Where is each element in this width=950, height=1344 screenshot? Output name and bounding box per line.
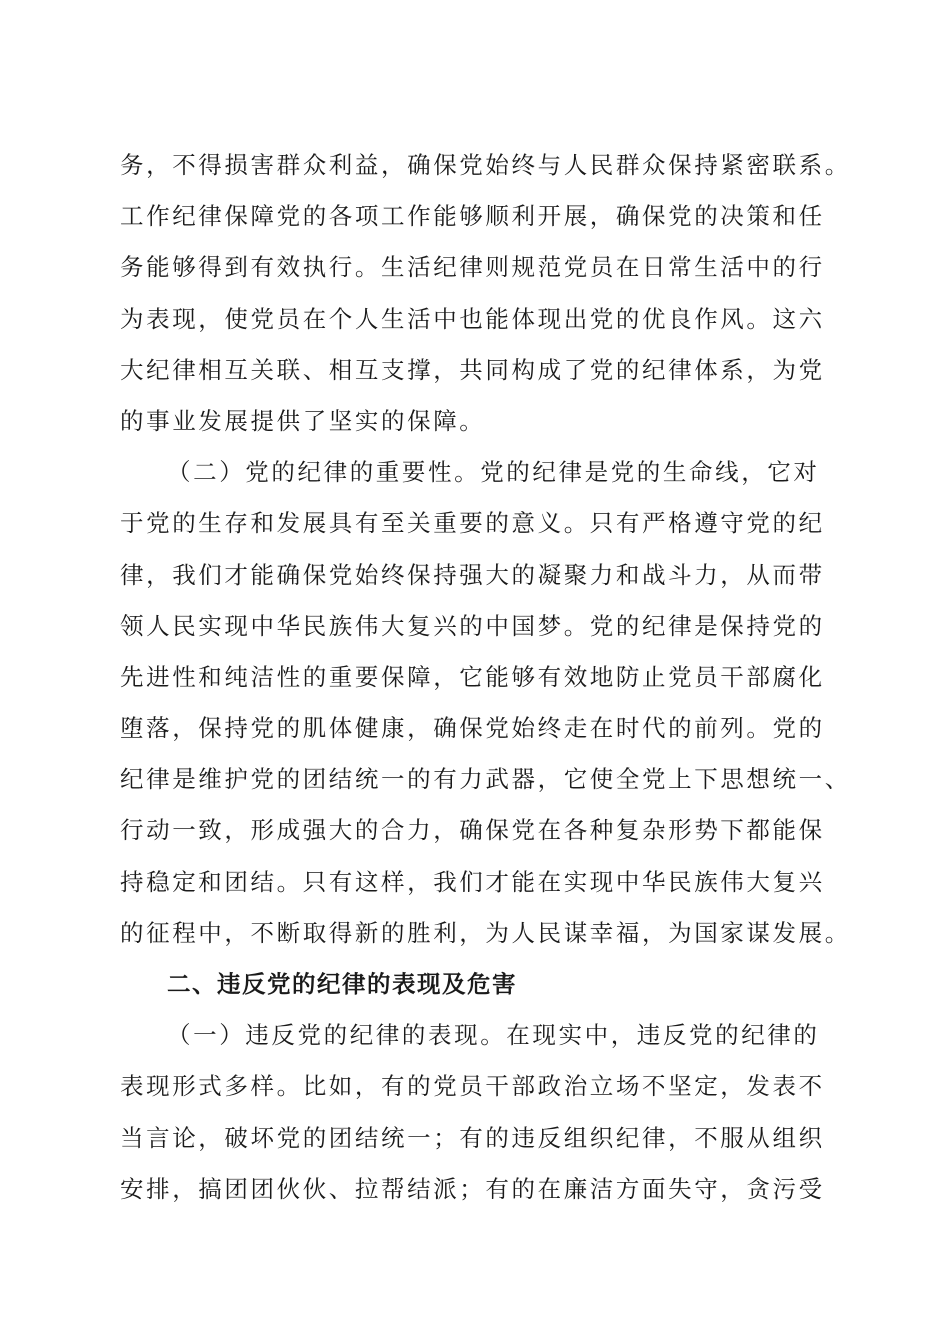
paragraph-line: 持稳定和团结。只有这样，我们才能在实现中华民族伟大复兴 [120, 867, 825, 896]
section-heading: 二、违反党的纪律的表现及危害 [167, 970, 517, 998]
paragraph-line: 堕落，保持党的肌体健康，确保党始终走在时代的前列。党的 [120, 714, 825, 743]
paragraph-line: （二）党的纪律的重要性。党的纪律是党的生命线，它对 [167, 458, 820, 487]
paragraph-line: 大纪律相互关联、相互支撑，共同构成了党的纪律体系，为党 [120, 355, 825, 384]
paragraph-line: 表现形式多样。比如，有的党员干部政治立场不坚定，发表不 [120, 1072, 825, 1101]
paragraph-line: 行动一致，形成强大的合力，确保党在各种复杂形势下都能保 [120, 816, 825, 845]
paragraph-line: 为表现，使党员在个人生活中也能体现出党的优良作风。这六 [120, 304, 825, 333]
document-body [120, 140, 851, 1215]
paragraph-line: 纪律是维护党的团结统一的有力武器，它使全党上下思想统一、 [120, 765, 851, 794]
paragraph-line: 先进性和纯洁性的重要保障，它能够有效地防止党员干部腐化 [120, 662, 825, 691]
paragraph-line: 工作纪律保障党的各项工作能够顺利开展，确保党的决策和任 [120, 202, 825, 231]
paragraph-line: 的征程中，不断取得新的胜利，为人民谋幸福，为国家谋发展。 [120, 918, 851, 947]
paragraph-line: 当言论，破坏党的团结统一；有的违反组织纪律，不服从组织 [120, 1123, 825, 1152]
paragraph-line: 安排，搞团团伙伙、拉帮结派；有的在廉洁方面失守，贪污受 [120, 1174, 825, 1203]
paragraph-line: 领人民实现中华民族伟大复兴的中国梦。党的纪律是保持党的 [120, 611, 825, 640]
paragraph-line: 务，不得损害群众利益，确保党始终与人民群众保持紧密联系。 [120, 151, 851, 179]
paragraph-line: （一）违反党的纪律的表现。在现实中，违反党的纪律的 [167, 1021, 820, 1050]
paragraph-line: 的事业发展提供了坚实的保障。 [120, 406, 486, 435]
paragraph-line: 务能够得到有效执行。生活纪律则规范党员在日常生活中的行 [120, 253, 825, 282]
paragraph-line: 律，我们才能确保党始终保持强大的凝聚力和战斗力，从而带 [120, 560, 825, 589]
paragraph-line: 于党的生存和发展具有至关重要的意义。只有严格遵守党的纪 [120, 509, 825, 538]
